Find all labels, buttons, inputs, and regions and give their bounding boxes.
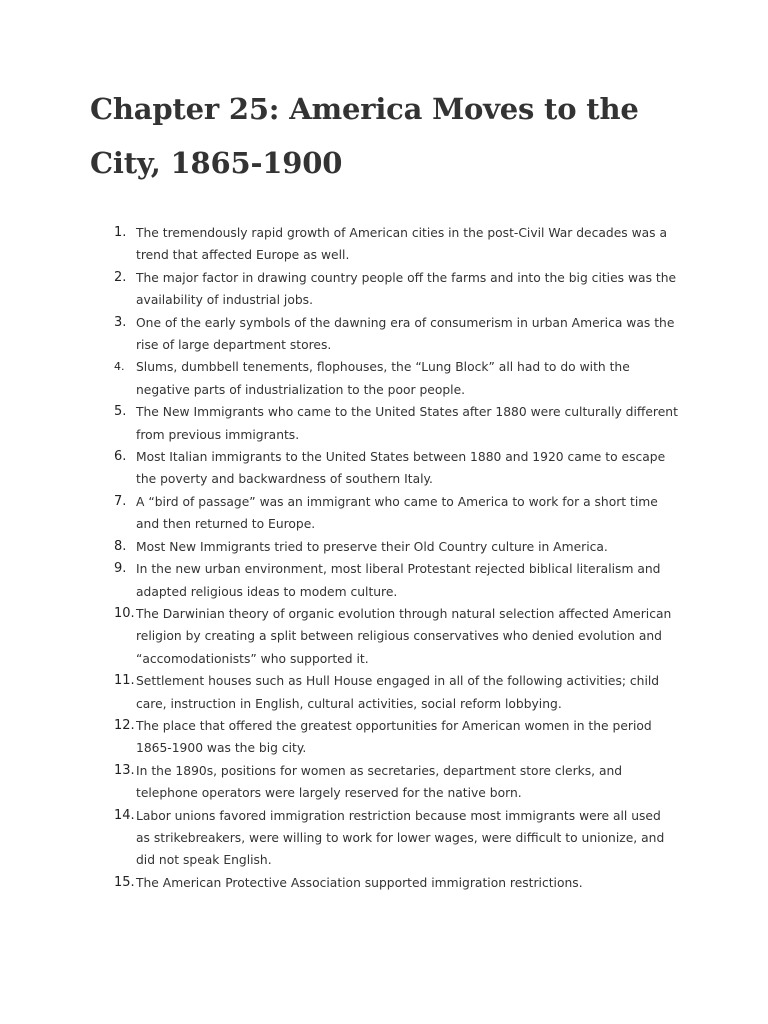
item-text: Most Italian immigrants to the United States between 1880 and 1920 came to escape the poverty and backwardness of southern Italy. (136, 450, 666, 487)
item-text: In the 1890s, positions for women as secretaries, department store clerks, and telephone operators were largely reserved for the native born. (136, 763, 623, 801)
list-item (0, 312, 768, 357)
item-text: Settlement houses such as Hull House engaged in all of the following activities; child care, instruction in English, cultural activities, social reform lobbying. (136, 674, 660, 711)
item-text: Most New Immigrants tried to preserve their Old Country culture in America. (136, 539, 608, 554)
item-text: The American Protective Association supported immigration restrictions. (136, 875, 583, 890)
item-text: Labor unions favored immigration restriction because most immigrants were all used as strikebreakers, were willing to work for lower wages, were difficult to unionize, and did not speak English. (136, 808, 665, 868)
list-item (0, 446, 768, 491)
item-number: 14. (114, 807, 135, 823)
list-item (0, 872, 768, 894)
item-text: One of the early symbols of the dawning era of consumerism in urban America was the rise of large department stores. (136, 315, 675, 353)
page-title: Chapter 25: America Moves to the City, 1865-1900 (90, 92, 639, 180)
list-item (0, 558, 768, 603)
item-number: 12. (114, 717, 135, 733)
item-text: In the new urban environment, most liberal Protestant rejected biblical literalism and adapted religious ideas to modem culture. (136, 562, 661, 599)
item-text: The major factor in drawing country people off the farms and into the big cities was the availability of industrial jobs. (136, 270, 677, 308)
item-text: The place that offered the greatest opportunities for American women in the period 1865-1900 was the big city. (136, 718, 652, 756)
list-item (0, 401, 768, 446)
list-item (0, 603, 768, 670)
list-item (0, 715, 768, 760)
list-item (0, 222, 768, 267)
list-item (0, 267, 768, 312)
item-text: The Darwinian theory of organic evolution through natural selection affected American religion by creating a split between religious conservatives who denied evolution and “accomodationists” who supported it. (136, 606, 672, 666)
item-number: 10. (114, 605, 135, 621)
item-number: 4. (114, 360, 125, 374)
item-number: 13. (114, 762, 135, 778)
numbered-list (0, 222, 768, 894)
list-item (0, 670, 768, 715)
list-item (0, 536, 768, 558)
list-item (0, 805, 768, 872)
item-number: 5. (114, 404, 127, 420)
list-item (0, 760, 768, 805)
item-number: 9. (114, 561, 127, 577)
item-number: 1. (114, 225, 127, 240)
item-number: 8. (114, 538, 127, 554)
item-number: 15. (114, 874, 135, 890)
item-number: 2. (114, 269, 127, 285)
list-item (0, 356, 768, 401)
item-text: A “bird of passage” was an immigrant who came to America to work for a short time and then returned to Europe. (136, 494, 658, 532)
item-text: The New Immigrants who came to the United States after 1880 were culturally different from previous immigrants. (136, 405, 678, 442)
item-number: 11. (114, 673, 135, 689)
item-number: 3. (114, 314, 127, 330)
item-number: 7. (114, 493, 127, 509)
item-number: 6. (114, 449, 127, 465)
item-text: Slums, dumbbell tenements, flophouses, the “Lung Block” all had to do with the negative parts of industrialization to the poor people. (136, 360, 630, 397)
item-text: The tremendously rapid growth of American cities in the post-Civil War decades was a trend that affected Europe as well. (136, 226, 668, 263)
list-item (0, 491, 768, 536)
